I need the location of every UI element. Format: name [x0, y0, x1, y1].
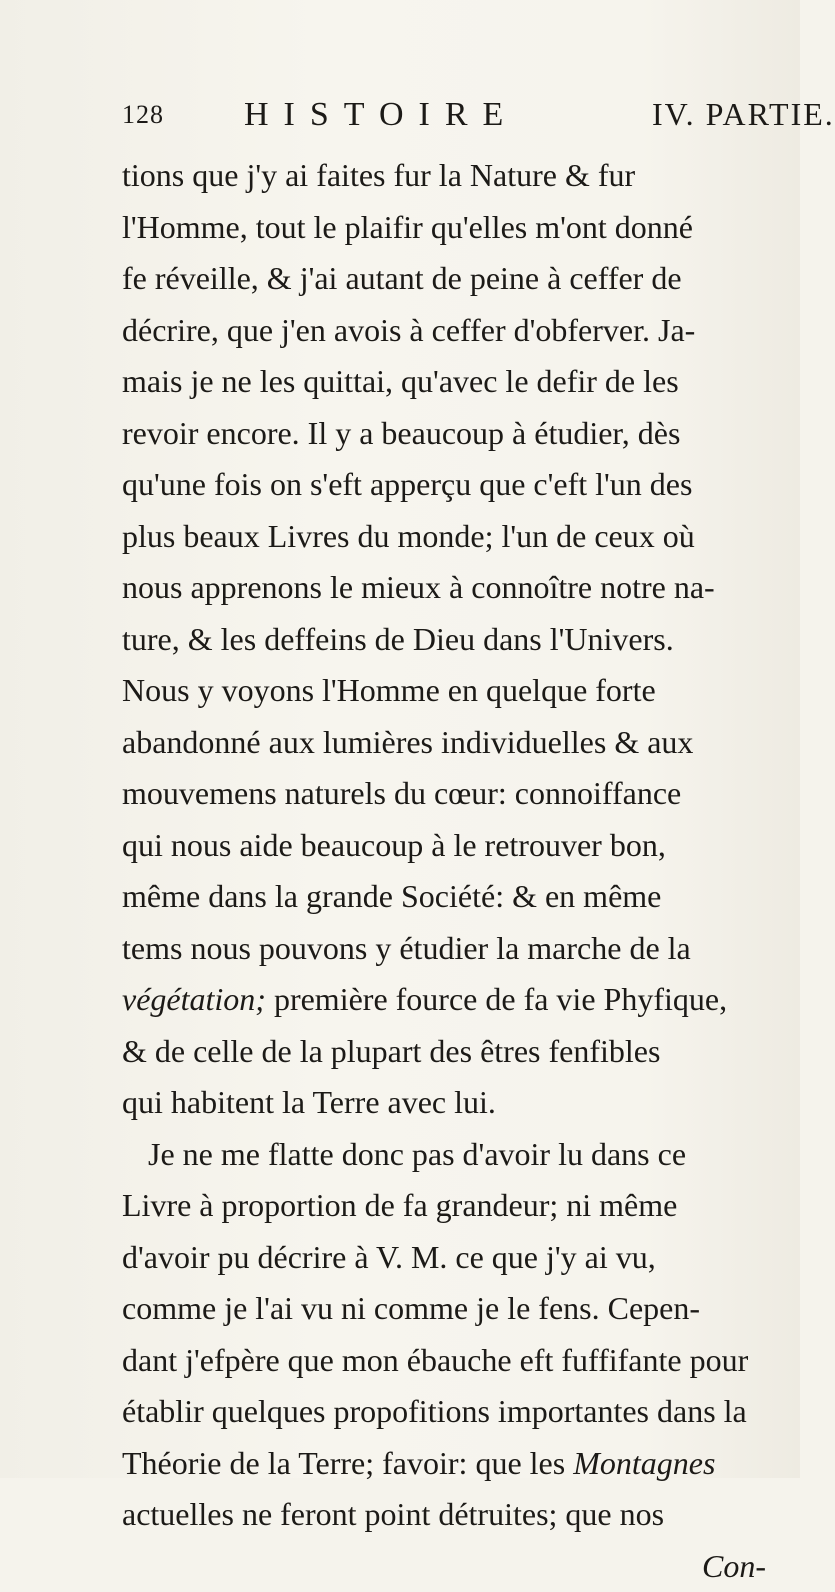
page-header	[122, 96, 800, 136]
text-line: l'Homme, tout le plaifir qu'elles m'ont donné	[122, 202, 800, 254]
body-text	[122, 150, 800, 1592]
text-line: qui nous aide beaucoup à le retrouver bon,	[122, 820, 800, 872]
text-line: revoir encore. Il y a beaucoup à étudier, dès	[122, 408, 800, 460]
catchword: Con-	[122, 1541, 800, 1592]
text-line: ture, & les deffeins de Dieu dans l'Univers.	[122, 614, 800, 666]
page-number: 128	[122, 100, 164, 130]
text-line: d'avoir pu décrire à V. M. ce que j'y ai vu,	[122, 1232, 800, 1284]
text-line: fe réveille, & j'ai autant de peine à ceffer de	[122, 253, 800, 305]
text-line: tions que j'y ai faites fur la Nature & fur	[122, 150, 800, 202]
text-line: qu'une fois on s'eft apperçu que c'eft l'un des	[122, 459, 800, 511]
text-line: décrire, que j'en avois à ceffer d'obferver. Ja-	[122, 305, 800, 357]
text-line	[122, 1438, 800, 1490]
text-line: plus beaux Livres du monde; l'un de ceux où	[122, 511, 800, 563]
text-line: abandonné aux lumières individuelles & aux	[122, 717, 800, 769]
text-span: Théorie de la Terre; favoir: que les	[122, 1445, 573, 1481]
text-line: même dans la grande Société: & en même	[122, 871, 800, 923]
text-line: mouvemens naturels du cœur: connoiffance	[122, 768, 800, 820]
text-line: Livre à proportion de fa grandeur; ni même	[122, 1180, 800, 1232]
text-line	[122, 974, 800, 1026]
text-line: établir quelques propofitions importantes dans la	[122, 1386, 800, 1438]
text-line: mais je ne les quittai, qu'avec le defir de les	[122, 356, 800, 408]
text-line: qui habitent la Terre avec lui.	[122, 1077, 800, 1129]
running-title: HISTOIRE	[244, 96, 518, 134]
text-line: comme je l'ai vu ni comme je le fens. Cepen-	[122, 1283, 800, 1335]
text-line: tems nous pouvons y étudier la marche de la	[122, 923, 800, 975]
italic-term: végétation;	[122, 981, 266, 1017]
paragraph-start-line: Je ne me flatte donc pas d'avoir lu dans ce	[122, 1129, 800, 1181]
text-span: première fource de fa vie Phyfique,	[266, 981, 727, 1017]
text-line: dant j'efpère que mon ébauche eft fuffifante pour	[122, 1335, 800, 1387]
text-line: Nous y voyons l'Homme en quelque forte	[122, 665, 800, 717]
text-line: & de celle de la plupart des êtres fenfibles	[122, 1026, 800, 1078]
part-label: IV. PARTIE.	[652, 96, 835, 133]
italic-term: Montagnes	[573, 1445, 715, 1481]
text-line: actuelles ne feront point détruites; que nos	[122, 1489, 800, 1541]
text-line: nous apprenons le mieux à connoître notre na-	[122, 562, 800, 614]
